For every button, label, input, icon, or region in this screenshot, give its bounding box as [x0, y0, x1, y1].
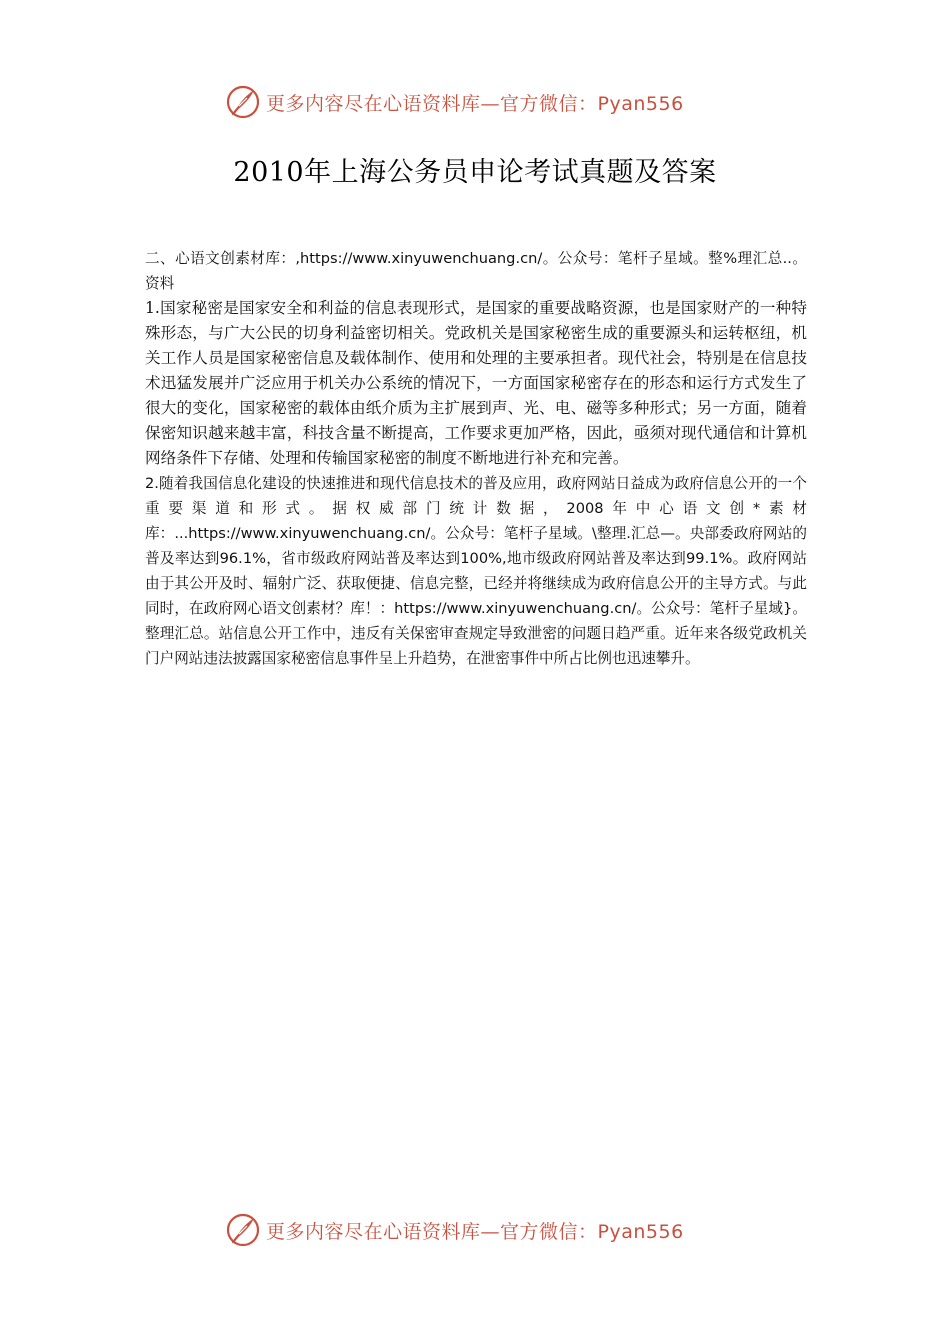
quill-pen-logo-icon [225, 84, 261, 120]
footer-watermark-banner [0, 1204, 950, 1254]
paragraph-section-intro: 二、心语文创素材库：,https://www.xinyuwenchuang.cn/。公众号：笔杆子星域。整%理汇总..。资料 [145, 250, 807, 292]
header-watermark-banner [0, 76, 950, 126]
watermark-slogan: 更多内容尽在心语资料库—官方微信： [266, 93, 598, 115]
watermark-slogan: 更多内容尽在心语资料库—官方微信： [266, 1221, 598, 1243]
wechat-id: Pyan556 [597, 93, 684, 115]
paragraph-material-1: 1.国家秘密是国家安全和利益的信息表现形式，是国家的重要战略资源，也是国家财产的一种特殊形态，与广大公民的切身利益密切相关。党政机关是国家秘密生成的重要源头和运转枢纽，机关工作人员是国家秘密信息及载体制作、使用和处理的主要承担者。现代社会，特别是在信息技术迅猛发展并广泛应用于机关办公系统的情况下，一方面国家秘密存在的形态和运行方式发生了很大的变化，国家秘密的载体由纸介质为主扩展到声、光、电、磁等多种形式；另一方面，随着保密知识越来越丰富，科技含量不断提高，工作要求更加严格，因此，亟须对现代通信和计算机网络条件下存储、处理和传输国家秘密的制度不断地进行补充和完善。 [145, 299, 807, 467]
document-title: 2010年上海公务员申论考试真题及答案 [233, 157, 717, 188]
wechat-id: Pyan556 [597, 1221, 684, 1243]
quill-pen-logo-icon [225, 1212, 261, 1248]
watermark-text [266, 1217, 684, 1244]
paragraph-material-2: 2.随着我国信息化建设的快速推进和现代信息技术的普及应用，政府网站日益成为政府信息公开的一个重要渠道和形式。据权威部门统计数据，2008年中心语文创*素材库：...https://www.xinyuwenchuang.cn/。公众号：笔杆子星域。\整理.汇总—。央部委政府网站的普及率达到96.1%，省市级政府网站普及率达到100%,地市级政府网站普及率达到99.1%。政府网站由于其公开及时、辐射广泛、获取便捷、信息完整，已经并将继续成为政府信息公开的主导方式。与此同时，在政府网心语文创素材？库！：https://www.xinyuwenchuang.cn/。公众号：笔杆子星域}。整理汇总。站信息公开工作中，违反有关保密审查规定导致泄密的问题日趋严重。近年来各级党政机关门户网站违法披露国家秘密信息事件呈上升趋势，在泄密事件中所占比例也迅速攀升。 [145, 475, 807, 667]
document-body [145, 246, 807, 671]
watermark-text [266, 89, 684, 116]
